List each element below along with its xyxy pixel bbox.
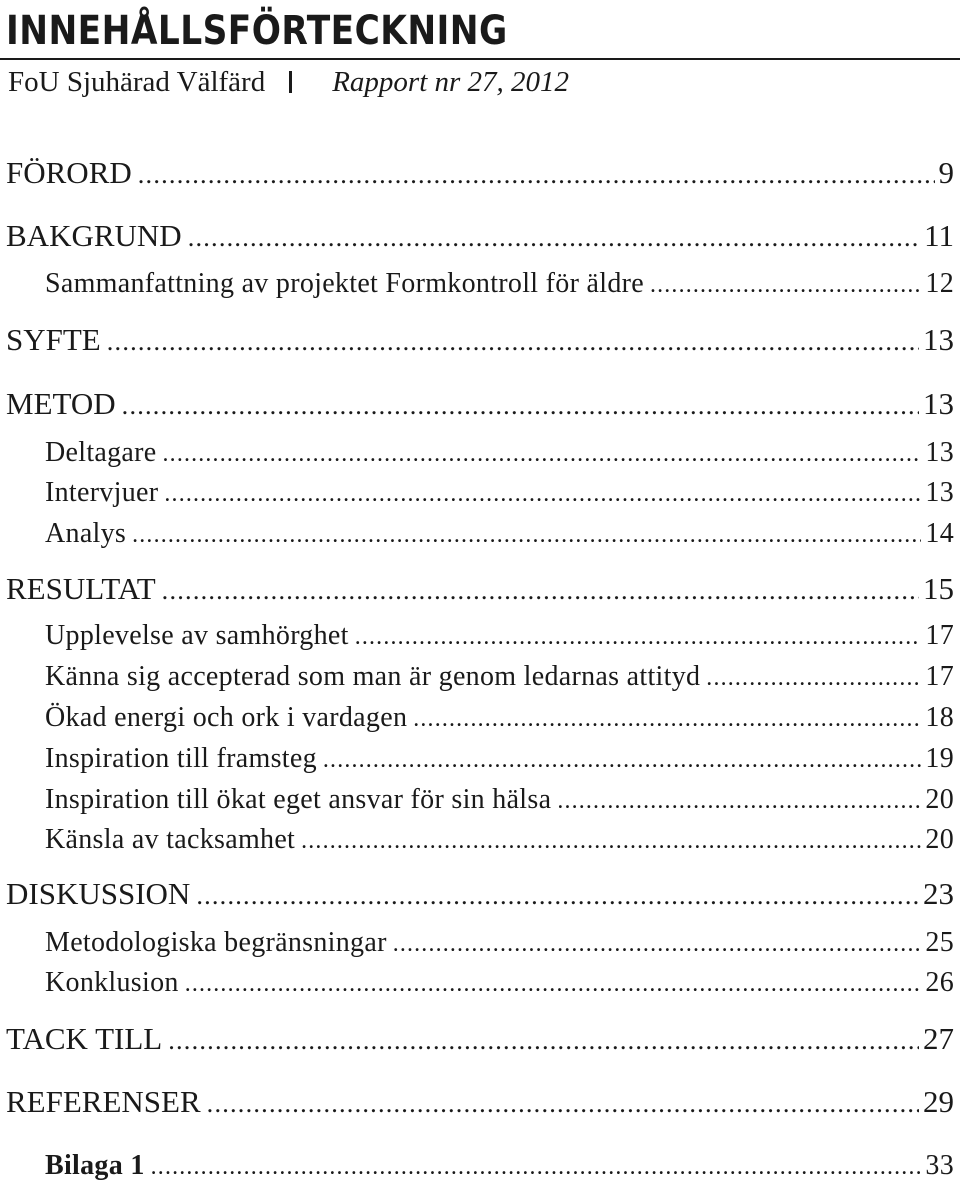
toc-dot-leader bbox=[393, 924, 922, 964]
page-title: INNEHÅLLSFÖRTECKNING bbox=[6, 8, 508, 54]
toc-dot-leader bbox=[323, 740, 922, 780]
toc-entry-label: Inspiration till ökat eget ansvar för sin hälsa bbox=[45, 784, 552, 815]
toc-entry-label: METOD bbox=[6, 386, 116, 421]
toc-entry-page: 11 bbox=[924, 218, 954, 253]
toc-entry-page: 13 bbox=[923, 322, 954, 357]
toc-entry-label: RESULTAT bbox=[6, 571, 156, 606]
toc-entry-label: Sammanfattning av projektet Formkontroll för äldre bbox=[45, 268, 644, 299]
toc-entry-label: Inspiration till framsteg bbox=[45, 743, 317, 774]
toc-entry-label: Känna sig accepterad som man är genom ledarnas attityd bbox=[45, 661, 701, 692]
toc-entry[interactable] bbox=[45, 264, 954, 304]
toc-entry[interactable] bbox=[6, 320, 954, 360]
toc-entry-label: FÖRORD bbox=[6, 155, 132, 190]
toc-entry[interactable] bbox=[45, 514, 954, 554]
toc-dot-leader bbox=[107, 322, 919, 362]
toc-entry-page: 25 bbox=[925, 927, 954, 958]
toc-dot-leader bbox=[557, 781, 921, 821]
toc-entry[interactable] bbox=[45, 698, 954, 738]
toc-entry-page: 15 bbox=[923, 571, 954, 606]
toc-entry-label: TACK TILL bbox=[6, 1021, 163, 1056]
toc-entry-label: Intervjuer bbox=[45, 477, 159, 508]
toc-entry-page: 9 bbox=[938, 155, 954, 190]
toc-entry-label: Analys bbox=[45, 518, 127, 549]
toc-entry-page: 13 bbox=[925, 477, 954, 508]
toc-dot-leader bbox=[164, 474, 921, 514]
toc-entry-label: Deltagare bbox=[45, 437, 157, 468]
toc-entry[interactable] bbox=[45, 963, 954, 1003]
toc-entry-page: 14 bbox=[925, 518, 954, 549]
toc-entry[interactable] bbox=[6, 1019, 954, 1059]
toc-entry[interactable] bbox=[45, 616, 954, 656]
toc-entry-page: 17 bbox=[925, 620, 954, 651]
toc-entry[interactable] bbox=[45, 473, 954, 513]
toc-entry[interactable] bbox=[45, 739, 954, 779]
toc-entry[interactable] bbox=[45, 780, 954, 820]
toc-entry[interactable] bbox=[6, 384, 954, 424]
toc-entry-page: 12 bbox=[925, 268, 954, 299]
toc-entry-label: Metodologiska begränsningar bbox=[45, 927, 387, 958]
toc-dot-leader bbox=[138, 155, 935, 195]
toc-dot-leader bbox=[650, 265, 921, 305]
toc-entry-page: 13 bbox=[925, 437, 954, 468]
toc-entry[interactable] bbox=[45, 820, 954, 860]
toc-entry-label: BAKGRUND bbox=[6, 218, 182, 253]
toc-dot-leader bbox=[122, 386, 919, 426]
toc-dot-leader bbox=[151, 1147, 922, 1187]
toc-entry[interactable] bbox=[6, 216, 954, 256]
toc-entry-page: 20 bbox=[925, 824, 954, 855]
toc-dot-leader bbox=[185, 964, 922, 1004]
toc-entry-label: Bilaga 1 bbox=[45, 1150, 145, 1181]
toc-entry-page: 18 bbox=[925, 702, 954, 733]
toc-entry-page: 19 bbox=[925, 743, 954, 774]
toc-entry[interactable] bbox=[6, 569, 954, 609]
toc-entry[interactable] bbox=[45, 1146, 954, 1186]
toc-dot-leader bbox=[188, 218, 920, 258]
toc-entry-label: Känsla av tacksamhet bbox=[45, 824, 296, 855]
toc-dot-leader bbox=[355, 617, 922, 657]
toc-entry[interactable] bbox=[6, 153, 954, 193]
toc-dot-leader bbox=[207, 1084, 919, 1124]
toc-entry-page: 13 bbox=[923, 386, 954, 421]
toc-entry[interactable] bbox=[6, 874, 954, 914]
toc-entry-page: 23 bbox=[923, 876, 954, 911]
toc-entry-page: 17 bbox=[925, 661, 954, 692]
toc-entry-page: 27 bbox=[923, 1021, 954, 1056]
report-number: Rapport nr 27, 2012 bbox=[332, 66, 570, 98]
toc-entry-page: 29 bbox=[923, 1084, 954, 1119]
toc-dot-leader bbox=[163, 434, 922, 474]
toc-entry-label: Ökad energi och ork i vardagen bbox=[45, 702, 408, 733]
toc-entry[interactable] bbox=[45, 923, 954, 963]
toc-entry[interactable] bbox=[45, 433, 954, 473]
toc-dot-leader bbox=[162, 571, 919, 611]
toc-entry[interactable] bbox=[45, 657, 954, 697]
toc-entry-label: REFERENSER bbox=[6, 1084, 201, 1119]
toc-entry-label: Upplevelse av samhörghet bbox=[45, 620, 349, 651]
toc-dot-leader bbox=[413, 699, 921, 739]
toc-entry-label: SYFTE bbox=[6, 322, 101, 357]
toc-entry[interactable] bbox=[6, 1082, 954, 1122]
toc-dot-leader bbox=[301, 821, 921, 861]
toc-dot-leader bbox=[132, 515, 921, 555]
toc-entry-page: 33 bbox=[925, 1150, 954, 1181]
toc-entry-label: DISKUSSION bbox=[6, 876, 191, 911]
toc-dot-leader bbox=[168, 1021, 919, 1061]
organization-name: FoU Sjuhärad Välfärd bbox=[8, 66, 266, 98]
toc-entry-page: 20 bbox=[925, 784, 954, 815]
toc-dot-leader bbox=[196, 876, 919, 916]
toc-entry-label: Konklusion bbox=[45, 967, 179, 998]
toc-entry-page: 26 bbox=[925, 967, 954, 998]
toc-dot-leader bbox=[706, 658, 921, 698]
